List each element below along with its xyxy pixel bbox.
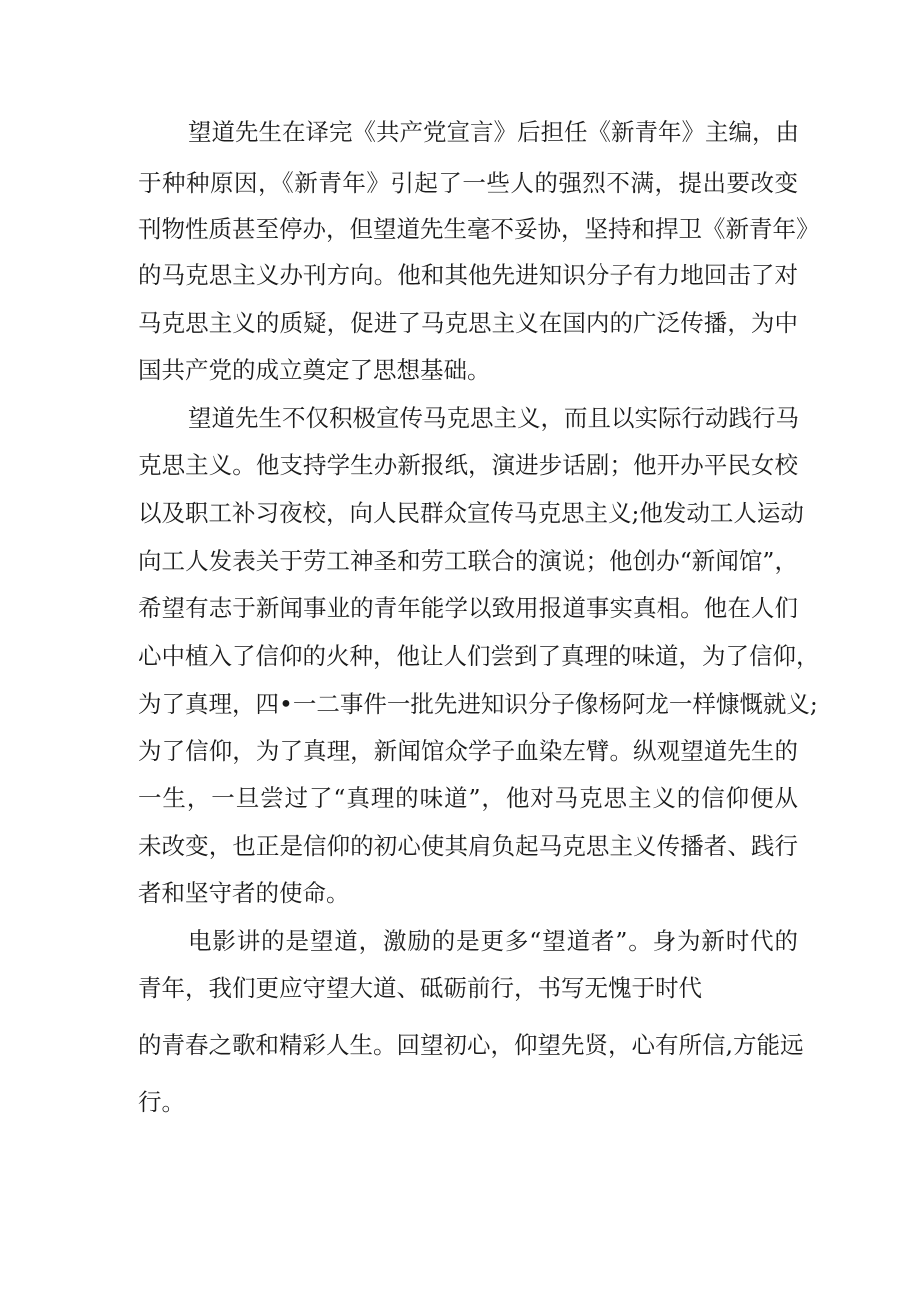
paragraph-3-line-2: 青年，我们更应守望大道、砥砺前行，书写无愧于时代: [138, 974, 702, 1002]
paragraph-2-line-9: 一生，一旦尝过了“真理的味道”，他对马克思主义的信仰便从: [138, 784, 798, 812]
paragraph-3-line-1: 电影讲的是望道，激励的是更多“望道者”。身为新时代的: [188, 927, 798, 955]
paragraph-2-line-11: 者和坚守者的使命。: [138, 879, 350, 907]
paragraph-2-line-10: 未改变，也正是信仰的初心使其肩负起马克思主义传播者、践行: [138, 832, 798, 860]
paragraph-1-line-3: 刊物性质甚至停办，但望道先生毫不妥协，坚持和捍卫《新青年》: [138, 215, 820, 243]
paragraph-1-line-2: 于种种原因，《新青年》引起了一些人的强烈不满，提出要改变: [138, 169, 798, 197]
paragraph-2-line-1: 望道先生不仅积极宣传马克思主义，而且以实际行动践行马: [188, 404, 799, 432]
paragraph-2-line-4: 向工人发表关于劳工神圣和劳工联合的演说；他创办“新闻馆”，: [138, 547, 798, 575]
paragraph-1-line-1: 望道先生在译完《共产党宣言》后担任《新青年》主编，由: [188, 118, 799, 146]
paragraph-1-line-4: 的马克思主义办刊方向。他和其他先进知识分子有力地回击了对: [138, 261, 798, 289]
paragraph-2-line-5: 希望有志于新闻事业的青年能学以致用报道事实真相。他在人们: [138, 594, 798, 622]
paragraph-2-line-7: 为了真理，四•一二事件一批先进知识分子像杨阿龙一样慷慨就义;: [138, 690, 818, 718]
paragraph-2-line-8: 为了信仰，为了真理，新闻馆众学子血染左臂。纵观望道先生的: [138, 737, 798, 765]
paragraph-1-line-6: 国共产党的成立奠定了思想基础。: [138, 356, 491, 384]
paragraph-2-line-3: 以及职工补习夜校，向人民群众宣传马克思主义;他发动工人运动: [138, 499, 804, 527]
paragraph-3-line-4: 行。: [138, 1088, 185, 1116]
paragraph-1-line-5: 马克思主义的质疑，促进了马克思主义在国内的广泛传播，为中: [138, 309, 798, 337]
paragraph-2-line-2: 克思主义。他支持学生办新报纸，演进步话剧；他开办平民女校: [138, 451, 798, 479]
paragraph-3-line-3: 的青春之歌和精彩人生。回望初心，仰望先贤，心有所信,方能远: [138, 1031, 804, 1059]
paragraph-2-line-6: 心中植入了信仰的火种，他让人们尝到了真理的味道，为了信仰，: [138, 642, 820, 670]
